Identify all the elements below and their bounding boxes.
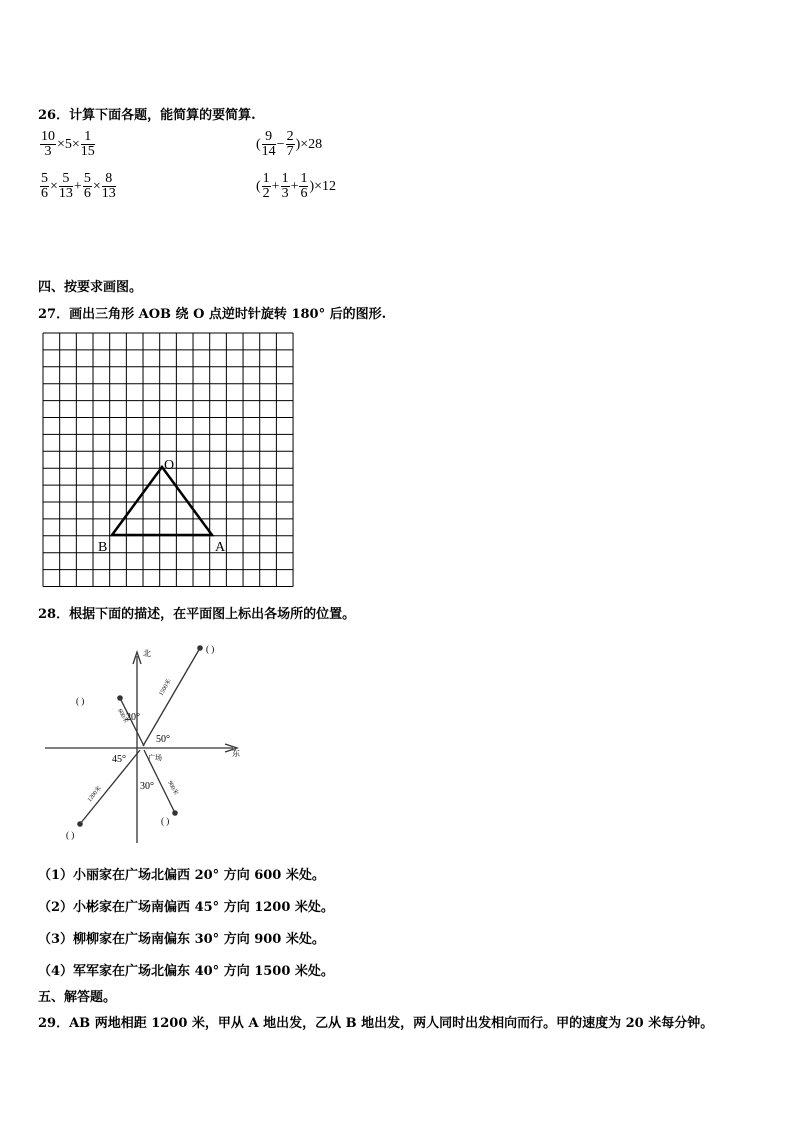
dist-600-label: 600米 <box>116 708 129 725</box>
q28-item-4: （4）军军家在广场北偏东 40° 方向 1500 米处。 <box>38 964 334 979</box>
angle-50: 50° <box>156 734 170 745</box>
dist-900-label: 900米 <box>166 780 179 797</box>
q29-title: 29．AB 两地相距 1200 米，甲从 A 地出发，乙从 B 地出发，两人同时出发相向而行。甲的速度为 20 米每分钟。 <box>38 1016 714 1031</box>
east-label: 东 <box>232 749 240 758</box>
rotation-grid <box>40 330 300 588</box>
q28-title: 28．根据下面的描述，在平面图上标出各场所的位置。 <box>38 607 356 622</box>
expr-4: ( $\frac{1}{2}$ + $\frac{1}{3}$ + $\frac{1}{6}$ )×12 <box>256 171 337 201</box>
center-label: 广场 <box>148 754 162 762</box>
q26-title: 26．计算下面各题，能简算的要简算. <box>38 108 256 123</box>
q27-title: 27．画出三角形 AOB 绕 O 点逆时针旋转 180° 后的图形. <box>38 307 387 322</box>
angle-30: 30° <box>140 781 154 792</box>
section-4-heading: 四、按要求画图。 <box>38 280 143 295</box>
expr-3: $\frac{5}{6}$ × $\frac{5}{13}$ + $\frac{5}{6}$ × $\frac{8}{13}$ <box>41 171 116 201</box>
q28-item-3: （3）柳柳家在广场南偏东 30° 方向 900 米处。 <box>38 932 325 947</box>
q28-item-2: （2）小彬家在广场南偏西 45° 方向 1200 米处。 <box>38 900 334 915</box>
point-900 <box>172 810 178 816</box>
dist-1500-label: 1500米 <box>158 678 173 697</box>
compass-diagram <box>40 638 250 850</box>
blank-1500: ( ) <box>206 644 215 654</box>
ray-1500 <box>143 648 200 746</box>
blank-900: ( ) <box>161 816 170 826</box>
label-b: B <box>98 540 108 555</box>
blank-600: ( ) <box>76 696 85 706</box>
ray-1200 <box>80 750 140 824</box>
point-1200 <box>77 821 83 827</box>
dist-1200-label: 1200米 <box>86 785 103 804</box>
point-1500 <box>197 645 203 651</box>
point-600 <box>117 695 123 701</box>
angle-45: 45° <box>112 754 126 765</box>
expr-2: ( $\frac{9}{14}$ − $\frac{2}{7}$ )×28 <box>256 129 323 159</box>
expr-1: $\frac{10}{3}$ ×5× $\frac{1}{15}$ <box>41 129 95 159</box>
label-o: O <box>164 458 175 473</box>
label-a: A <box>215 540 226 555</box>
triangle-aob <box>112 467 212 535</box>
section-5-heading: 五、解答题。 <box>38 990 117 1005</box>
angle-20: 20° <box>126 712 140 723</box>
north-label: 北 <box>143 649 151 658</box>
blank-1200: ( ) <box>66 830 75 840</box>
q28-item-1: （1）小丽家在广场北偏西 20° 方向 600 米处。 <box>38 868 325 883</box>
